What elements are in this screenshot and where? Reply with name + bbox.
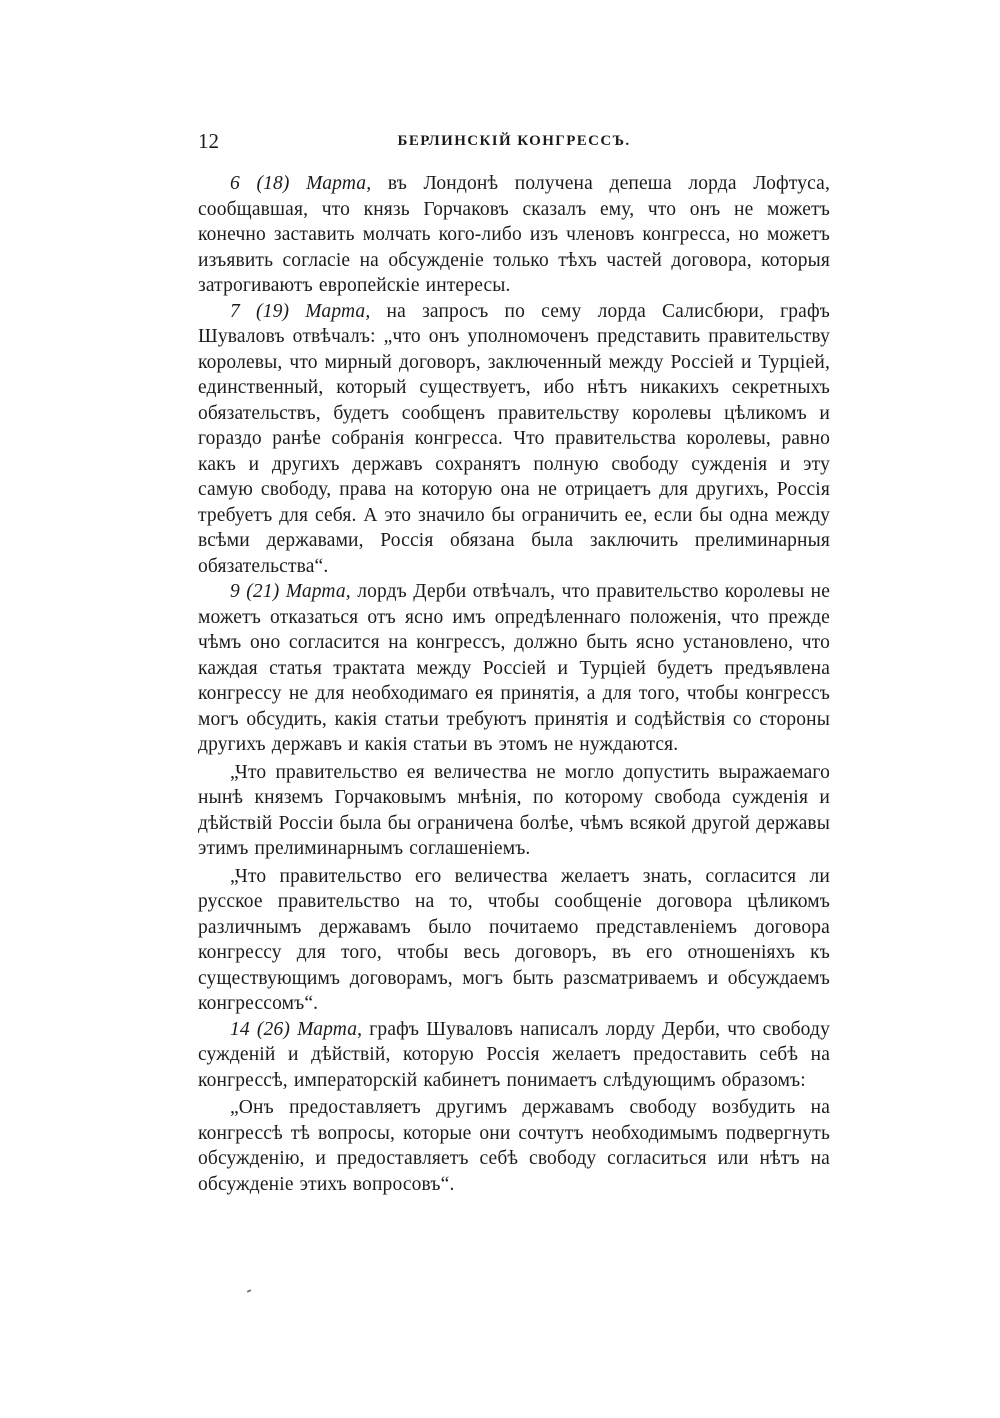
paragraph-text: „Что правительство ея величества не могло допустить выражаемаго нынѣ княземъ Горчаковымъ мнѣнія, по которому свобода сужденія и дѣйствій Россіи была бы ограничена болѣе, чѣмъ всякой другой державы этимъ прелиминарнымъ соглашеніемъ.: [198, 761, 830, 859]
paragraph-march-14: [198, 1017, 830, 1094]
paragraph-march-9: [198, 579, 830, 758]
paragraph-quote-cabinet: [198, 1095, 830, 1197]
paragraph-text: „Что правительство его величества желаетъ знать, согласится ли русское правительство на то, чтобы сообщеніе договора цѣликомъ различнымъ державамъ было почитаемо представленіемъ договора конгрессу для того, чтобы весь договоръ, въ его отношеніяхъ къ существующимъ договорамъ, могъ быть разсматриваемъ и обсуждаемъ конгрессомъ“.: [198, 865, 830, 1014]
running-title: БЕРЛИНСКІЙ КОНГРЕССЪ.: [397, 133, 631, 149]
paragraph-march-7: [198, 299, 830, 580]
page-header: [198, 126, 830, 156]
date-italic: 9 (21) Марта,: [230, 581, 351, 602]
paragraph-march-6: [198, 171, 830, 299]
paragraph-quote-majesty: [198, 760, 830, 862]
body-text: [198, 171, 830, 1197]
paragraph-text: „Онъ предоставляетъ другимъ державамъ свободу возбудить на конгрессѣ тѣ вопросы, которые они сочтутъ необходимымъ подвергнуть обсужденію, и предоставляетъ себѣ свободу согласиться или нѣтъ на обсужденіе этихъ вопросовъ“.: [198, 1097, 830, 1195]
paragraph-quote-government: [198, 864, 830, 1017]
print-speck: [247, 1289, 251, 1293]
paragraph-text: графъ Шуваловъ написалъ лорду Дерби, что свободу сужденій и дѣйствій, которую Россія желаетъ предоставить себѣ на конгрессѣ, императорскій кабинетъ понимаетъ слѣдующимъ образомъ:: [198, 1018, 830, 1091]
date-italic: 6 (18) Марта,: [230, 173, 372, 194]
paragraph-text: въ Лондонѣ получена депеша лорда Лофтуса, сообщавшая, что князь Горчаковъ сказалъ ему, что онъ не можетъ конечно заставить молчать кого-либо изъ членовъ конгресса, но можетъ изъявить согласіе на обсужденіе только тѣхъ частей договора, которыя затрогиваютъ европейскіе интересы.: [198, 173, 831, 296]
paragraph-text: на запросъ по сему лорда Салисбюри, графъ Шуваловъ отвѣчалъ: „что онъ уполномоченъ представить правительству королевы, что мирный договоръ, заключенный между Россіей и Турціей, единственный, который существуетъ, ибо нѣтъ никакихъ секретныхъ обязательствъ, будетъ сообщенъ правительству королевы цѣликомъ и гораздо ранѣе собранія конгресса. Что правительства королевы, равно какъ и другихъ державъ сохранятъ полную свободу сужденія и эту самую свободу, права на которую она не отрицаетъ для другихъ, Россія требуетъ для себя. А это значило бы ограничить ее, если бы одна между всѣми державами, Россія обязана была заключить прелиминарныя обязательства“.: [198, 300, 830, 577]
date-italic: 14 (26) Марта,: [230, 1018, 363, 1040]
date-italic: 7 (19) Марта,: [230, 300, 371, 322]
page-number: 12: [198, 129, 219, 153]
paragraph-text: лордъ Дерби отвѣчалъ, что правительство королевы не можетъ отказаться отъ ясно имъ опредѣленнаго положенія, что прежде чѣмъ оно согласится на конгрессъ, должно быть ясно установлено, что каждая статья трактата между Россіей и Турціей будетъ предъявлена конгрессу не для необходимаго ея принятія, а для того, чтобы конгрессъ могъ обсудить, какія статьи требуютъ принятія и содѣйствія со стороны другихъ державъ и какія статьи въ этомъ не нуждаются.: [198, 581, 830, 755]
